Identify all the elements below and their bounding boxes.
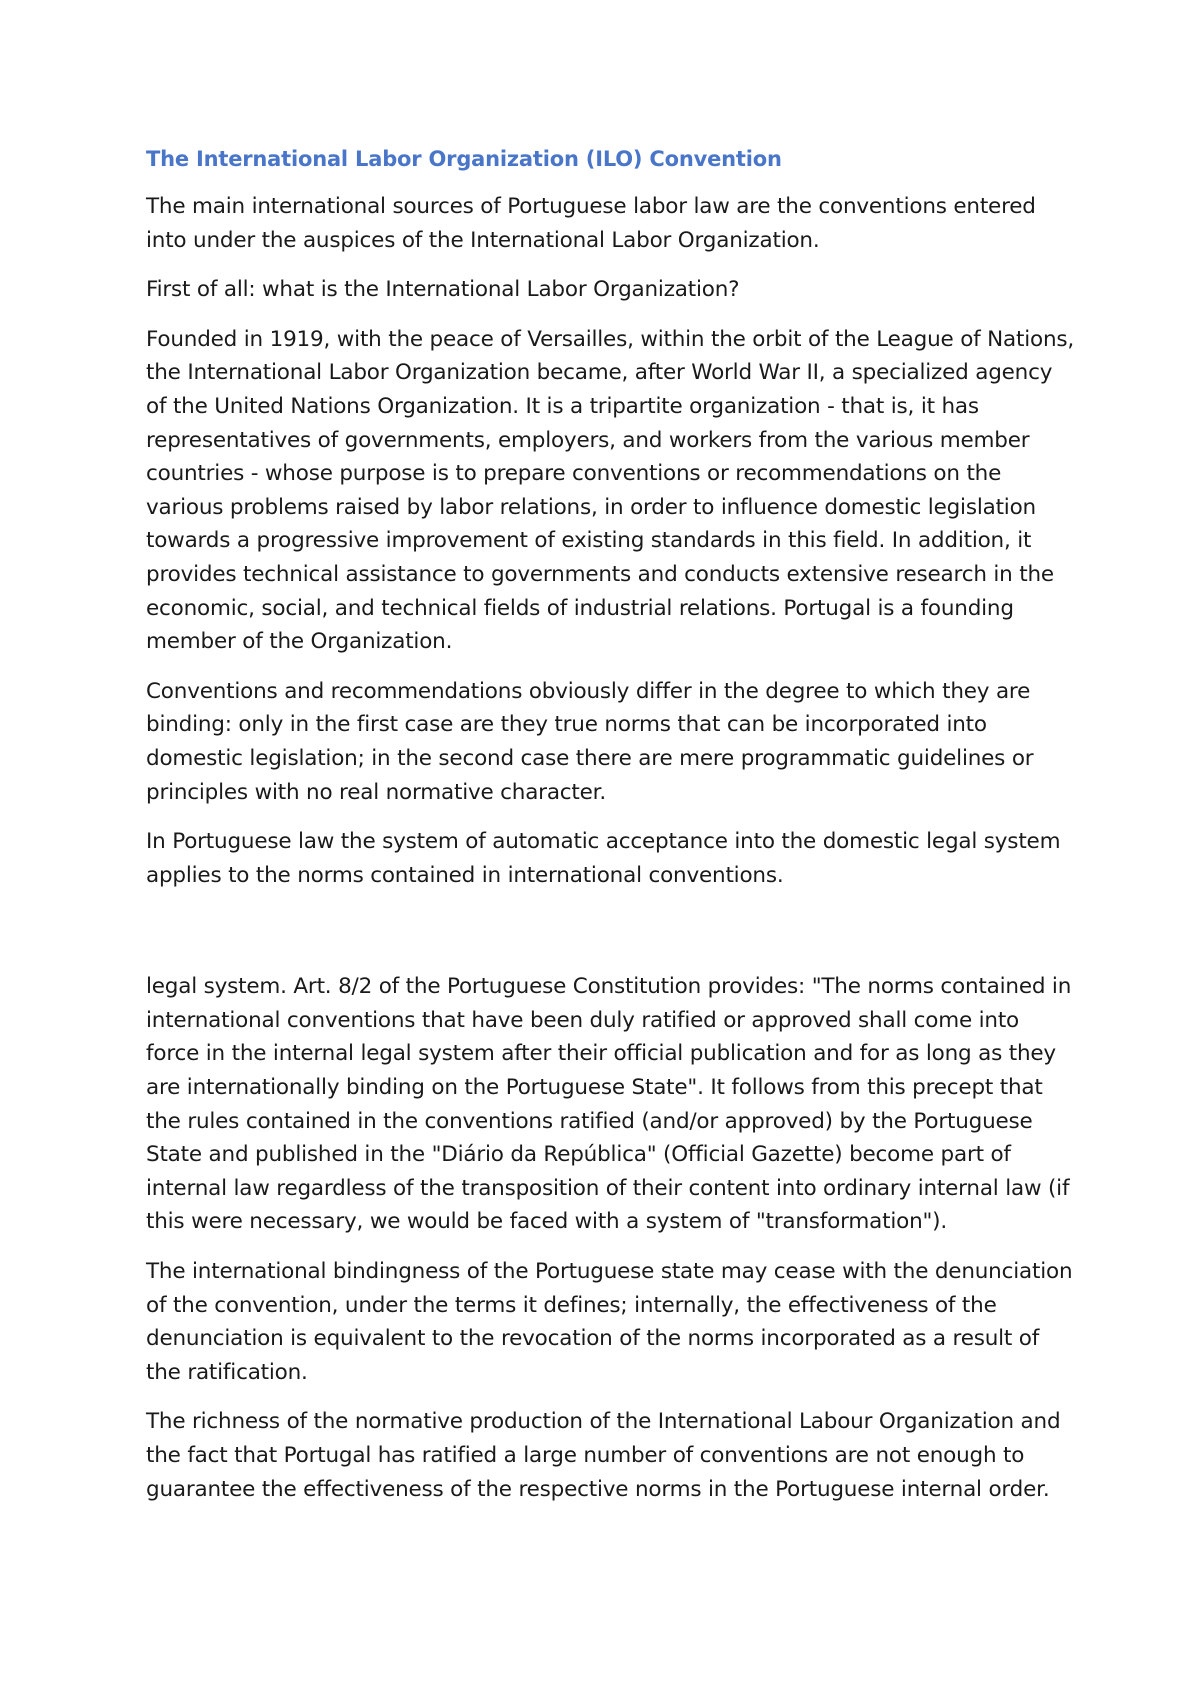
paragraph-question: First of all: what is the International Labor Organization? (146, 277, 740, 303)
paragraph-founding: Founded in 1919, with the peace of Versailles, within the orbit of the League of Nations, the International Labor Organization became, after World War II, a specialized agency of the United Nations Organization. It is a tripartite organization - that is, it has representatives of governments, employers, and workers from the various member countries - whose purpose is to prepare conventions or recommendations on the various problems raised by labor relations, in order to influence domestic legislation towards a progressive improvement of existing standards in this field. In addition, it provides technical assistance to governments and conducts extensive research in the economic, social, and technical fields of industrial relations. Portugal is a founding member of the Organization. (146, 326, 1075, 655)
paragraph-effectiveness: The richness of the normative production of the International Labour Organization and the fact that Portugal has ratified a large number of conventions are not enough to guarantee the effectiveness of the respective norms in the Portuguese internal order. (146, 1409, 1061, 1502)
paragraph-intro: The main international sources of Portuguese labor law are the conventions entered into under the auspices of the International Labor Organization. (146, 194, 1036, 253)
paragraph-denunciation: The international bindingness of the Portuguese state may cease with the denunciation of the convention, under the terms it defines; internally, the effectiveness of the denunciation is equivalent to the revocation of the norms incorporated as a result of the ratification. (146, 1259, 1073, 1385)
paragraph-conventions-vs-recommendations: Conventions and recommendations obviously differ in the degree to which they are binding: only in the first case are they true norms that can be incorporated into domestic legislation; in the second case there are mere programmatic guidelines or principles with no real normative character. (146, 678, 1034, 805)
document-heading: The International Labor Organization (ILO) Convention (146, 147, 782, 171)
document-body (146, 142, 1076, 1522)
paragraph-constitution-article: legal system. Art. 8/2 of the Portuguese Constitution provides: "The norms contained in international conventions that have been duly ratified or approved shall come into force in the internal legal system after their official publication and for as long as they are internationally binding on the Portuguese State". It follows from this precept that the rules contained in the conventions ratified (and/or approved) by the Portuguese State and published in the "Diário da República" (Official Gazette) become part of internal law regardless of the transposition of their content into ordinary internal law (if this were necessary, we would be faced with a system of "transformation"). (146, 974, 1072, 1235)
paragraph-automatic-acceptance: In Portuguese law the system of automatic acceptance into the domestic legal system applies to the norms contained in international conventions. (146, 829, 1061, 888)
paragraph-gap (146, 908, 1076, 970)
